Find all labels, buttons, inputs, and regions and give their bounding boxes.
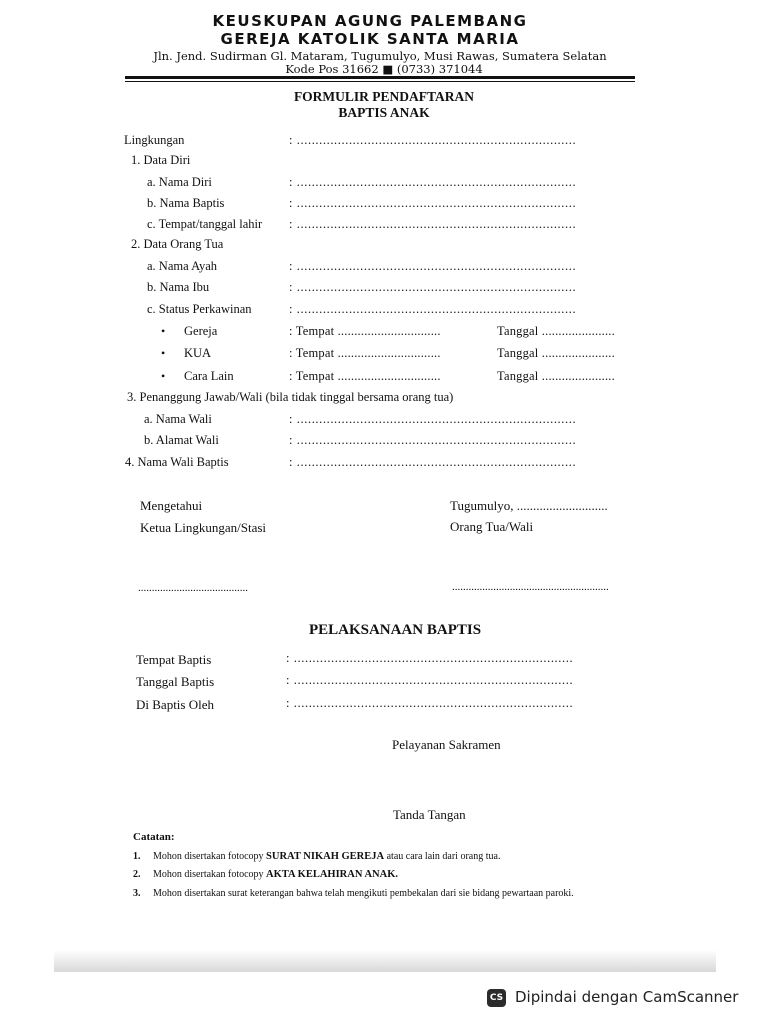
field-kua-tempat[interactable]: : Tempat ............................... [289, 346, 441, 360]
label-lingkungan: Lingkungan [124, 133, 185, 147]
label-tempat-tanggal-lahir: c. Tempat/tanggal lahir [147, 217, 263, 231]
bullet-icon: • [161, 346, 166, 360]
field-alamat-wali[interactable]: : ........................................................................... [289, 433, 577, 447]
label-nama-wali: a. Nama Wali [144, 412, 212, 426]
tanda-tangan-label: Tanda Tangan [393, 807, 466, 822]
label-nama-wali-baptis: 4. Nama Wali Baptis [125, 455, 229, 469]
field-tempat-tanggal-lahir[interactable]: : ........................................................................... [289, 217, 577, 231]
label-cara-lain: Cara Lain [184, 369, 234, 383]
postal-and-phone: Kode Pos 31662 ■ (0733) 371044 [285, 62, 483, 76]
field-tanggal-baptis[interactable]: : ........................................................................... [286, 673, 574, 687]
label-alamat-wali: b. Alamat Wali [144, 433, 219, 447]
catatan-number: 1. [133, 851, 141, 862]
label-tempat-baptis: Tempat Baptis [136, 652, 212, 667]
form-title: FORMULIR PENDAFTARAN [293, 89, 475, 104]
orang-tua-wali-label: Orang Tua/Wali [450, 519, 534, 534]
form-subtitle: BAPTIS ANAK [338, 105, 430, 120]
section-penanggung-jawab: 3. Penanggung Jawab/Wali (bila tidak tinggal bersama orang tua) [127, 390, 454, 404]
label-status-perkawinan: c. Status Perkawinan [147, 302, 252, 316]
mengetahui-label: Mengetahui [140, 498, 203, 513]
camscanner-text: Dipindai dengan CamScanner [515, 988, 739, 1006]
header-thick-rule [125, 76, 635, 79]
field-di-baptis-oleh[interactable]: : ........................................................................... [286, 696, 574, 710]
field-nama-wali-baptis[interactable]: : ........................................................................... [289, 455, 577, 469]
label-nama-baptis: b. Nama Baptis [147, 196, 225, 210]
header-thin-rule [125, 81, 635, 82]
field-kua-tanggal[interactable]: Tanggal ...................... [497, 346, 615, 360]
camscanner-watermark [471, 985, 751, 1011]
field-cara-lain-tanggal[interactable]: Tanggal ...................... [497, 369, 615, 383]
field-nama-ayah[interactable]: : ........................................................................... [289, 259, 577, 273]
catatan-text: Mohon disertakan fotocopy SURAT NIKAH GEREJA atau cara lain dari orang tua. [153, 851, 501, 862]
ketua-signature-line[interactable]: ........................................ [138, 582, 248, 594]
church-address: Jln. Jend. Sudirman Gl. Mataram, Tugumulyo, Musi Rawas, Sumatera Selatan [153, 49, 607, 63]
catatan-item [133, 851, 733, 865]
field-nama-diri[interactable]: : ........................................................................... [289, 175, 577, 189]
label-nama-ayah: a. Nama Ayah [147, 259, 218, 273]
catatan-number: 3. [133, 888, 141, 899]
section-data-diri: 1. Data Diri [131, 153, 191, 167]
field-tempat-baptis[interactable]: : ........................................................................... [286, 651, 574, 665]
field-status-perkawinan[interactable]: : ........................................................................... [289, 302, 577, 316]
label-kua: KUA [184, 346, 212, 360]
catatan-number: 2. [133, 869, 141, 880]
catatan-text: Mohon disertakan surat keterangan bahwa telah mengikuti pembekalan dari sie bidang pewartaan paroki. [153, 888, 574, 899]
catatan-text: Mohon disertakan fotocopy AKTA KELAHIRAN ANAK. [153, 869, 398, 880]
field-nama-baptis[interactable]: : ........................................................................... [289, 196, 577, 210]
field-cara-lain-tempat[interactable]: : Tempat ............................... [289, 369, 441, 383]
scan-edge-shadow [54, 950, 716, 972]
field-gereja-tempat[interactable]: : Tempat ............................... [289, 324, 441, 338]
bullet-icon: • [161, 369, 166, 383]
wali-signature-line[interactable]: ......................................................... [452, 581, 609, 593]
field-nama-wali[interactable]: : ........................................................................... [289, 412, 577, 426]
section-data-orang-tua: 2. Data Orang Tua [131, 237, 224, 251]
pelayanan-sakramen-label: Pelayanan Sakramen [392, 737, 501, 752]
diocese-name: KEUSKUPAN AGUNG PALEMBANG [212, 12, 528, 30]
field-nama-ibu[interactable]: : ........................................................................... [289, 280, 577, 294]
bullet-icon: • [161, 324, 166, 338]
pelaksanaan-baptis-title: PELAKSANAAN BAPTIS [308, 622, 482, 638]
label-tanggal-baptis: Tanggal Baptis [136, 674, 215, 689]
catatan-item [133, 869, 733, 883]
label-di-baptis-oleh: Di Baptis Oleh [136, 697, 214, 712]
place-date-field[interactable]: Tugumulyo, ............................ [450, 498, 608, 513]
label-nama-diri: a. Nama Diri [147, 175, 212, 189]
church-name: GEREJA KATOLIK SANTA MARIA [220, 30, 520, 48]
label-gereja: Gereja [184, 324, 218, 338]
field-gereja-tanggal[interactable]: Tanggal ...................... [497, 324, 615, 338]
catatan-item [133, 888, 733, 902]
catatan-title: Catatan: [133, 831, 175, 843]
field-lingkungan[interactable]: : ........................................................................... [289, 133, 577, 147]
label-nama-ibu: b. Nama Ibu [147, 280, 210, 294]
ketua-lingkungan-label: Ketua Lingkungan/Stasi [140, 520, 267, 535]
camscanner-logo-icon: CS [487, 989, 506, 1007]
